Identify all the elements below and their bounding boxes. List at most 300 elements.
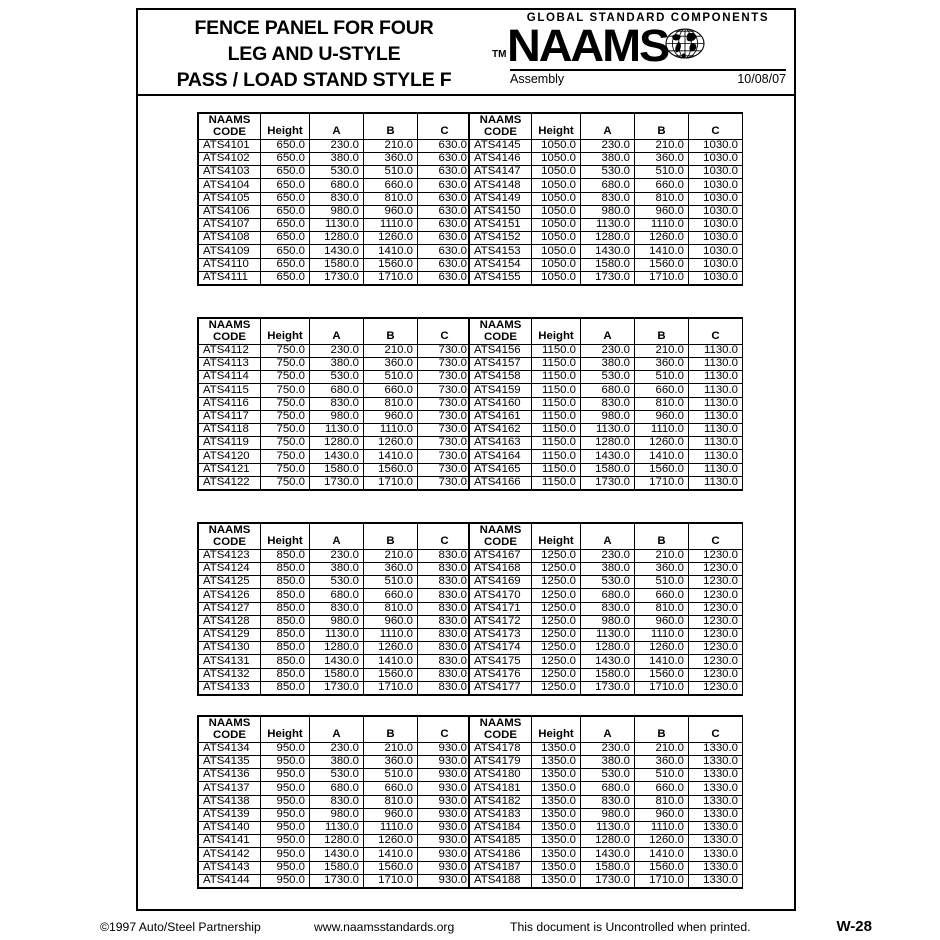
document-title bbox=[138, 10, 488, 94]
cell-c: 730.0 bbox=[418, 423, 472, 436]
cell-a: 230.0 bbox=[581, 344, 635, 357]
cell-b: 1410.0 bbox=[635, 848, 689, 861]
table-row bbox=[199, 271, 472, 284]
cell-naams-code: ATS4124 bbox=[199, 563, 261, 576]
cell-c: 1130.0 bbox=[689, 410, 743, 423]
cell-a: 380.0 bbox=[310, 563, 364, 576]
cell-b: 210.0 bbox=[364, 549, 418, 562]
cell-c: 1130.0 bbox=[689, 463, 743, 476]
cell-a: 1730.0 bbox=[581, 681, 635, 694]
cell-height: 1150.0 bbox=[532, 423, 581, 436]
cell-naams-code: ATS4147 bbox=[470, 166, 532, 179]
cell-a: 980.0 bbox=[310, 615, 364, 628]
cell-naams-code: ATS4103 bbox=[199, 166, 261, 179]
cell-height: 950.0 bbox=[261, 835, 310, 848]
table-row bbox=[199, 742, 472, 755]
cell-b: 1110.0 bbox=[635, 423, 689, 436]
cell-b: 1410.0 bbox=[635, 655, 689, 668]
cell-b: 1260.0 bbox=[635, 835, 689, 848]
cell-b: 1560.0 bbox=[635, 861, 689, 874]
cell-c: 730.0 bbox=[418, 371, 472, 384]
cell-c: 1230.0 bbox=[689, 615, 743, 628]
table-row bbox=[470, 192, 743, 205]
cell-a: 230.0 bbox=[310, 344, 364, 357]
spec-table bbox=[468, 715, 743, 889]
footer-url[interactable]: www.naamsstandards.org bbox=[314, 920, 455, 934]
cell-naams-code: ATS4144 bbox=[199, 874, 261, 887]
table-row bbox=[199, 628, 472, 641]
cell-a: 980.0 bbox=[310, 808, 364, 821]
cell-b: 960.0 bbox=[364, 615, 418, 628]
spec-table bbox=[197, 522, 472, 696]
cell-b: 1710.0 bbox=[364, 874, 418, 887]
column-header-c: C bbox=[689, 319, 743, 345]
table-row bbox=[470, 258, 743, 271]
cell-b: 210.0 bbox=[635, 139, 689, 152]
cell-a: 1730.0 bbox=[310, 681, 364, 694]
cell-height: 1150.0 bbox=[532, 358, 581, 371]
page-footer bbox=[100, 918, 872, 936]
cell-height: 1350.0 bbox=[532, 835, 581, 848]
cell-b: 1560.0 bbox=[364, 668, 418, 681]
table-row bbox=[199, 808, 472, 821]
column-header-naams-code bbox=[470, 524, 532, 550]
cell-naams-code: ATS4135 bbox=[199, 756, 261, 769]
cell-height: 1150.0 bbox=[532, 397, 581, 410]
cell-height: 1150.0 bbox=[532, 344, 581, 357]
cell-naams-code: ATS4186 bbox=[470, 848, 532, 861]
cell-a: 1430.0 bbox=[581, 450, 635, 463]
column-header-b: B bbox=[635, 717, 689, 743]
column-header-line-1: NAAMS bbox=[208, 717, 251, 729]
cell-c: 730.0 bbox=[418, 463, 472, 476]
column-header-c: C bbox=[418, 524, 472, 550]
cell-height: 1050.0 bbox=[532, 205, 581, 218]
table-row bbox=[470, 153, 743, 166]
cell-naams-code: ATS4151 bbox=[470, 218, 532, 231]
cell-naams-code: ATS4175 bbox=[470, 655, 532, 668]
cell-c: 1030.0 bbox=[689, 153, 743, 166]
cell-a: 680.0 bbox=[581, 179, 635, 192]
cell-naams-code: ATS4152 bbox=[470, 232, 532, 245]
cell-c: 1030.0 bbox=[689, 271, 743, 284]
cell-a: 830.0 bbox=[581, 397, 635, 410]
cell-height: 650.0 bbox=[261, 218, 310, 231]
cell-b: 660.0 bbox=[635, 179, 689, 192]
cell-c: 830.0 bbox=[418, 642, 472, 655]
cell-height: 750.0 bbox=[261, 384, 310, 397]
column-header-line-1: NAAMS bbox=[479, 717, 522, 729]
cell-b: 960.0 bbox=[364, 808, 418, 821]
column-header-line-2: CODE bbox=[213, 331, 246, 344]
spec-table bbox=[197, 317, 472, 491]
cell-b: 510.0 bbox=[364, 166, 418, 179]
table-row bbox=[470, 245, 743, 258]
cell-a: 1280.0 bbox=[310, 232, 364, 245]
table-row bbox=[470, 835, 743, 848]
cell-naams-code: ATS4125 bbox=[199, 576, 261, 589]
cell-naams-code: ATS4169 bbox=[470, 576, 532, 589]
cell-naams-code: ATS4126 bbox=[199, 589, 261, 602]
table-row bbox=[470, 782, 743, 795]
cell-naams-code: ATS4183 bbox=[470, 808, 532, 821]
cell-a: 530.0 bbox=[581, 576, 635, 589]
column-header-line-2: CODE bbox=[213, 729, 246, 742]
cell-height: 1250.0 bbox=[532, 563, 581, 576]
table-row bbox=[199, 153, 472, 166]
cell-naams-code: ATS4185 bbox=[470, 835, 532, 848]
column-header-a: A bbox=[581, 717, 635, 743]
cell-naams-code: ATS4160 bbox=[470, 397, 532, 410]
cell-b: 1710.0 bbox=[364, 476, 418, 489]
cell-c: 630.0 bbox=[418, 192, 472, 205]
column-header-line-2: CODE bbox=[213, 126, 246, 139]
cell-naams-code: ATS4184 bbox=[470, 821, 532, 834]
table-row bbox=[199, 563, 472, 576]
cell-a: 1280.0 bbox=[581, 232, 635, 245]
column-header-height: Height bbox=[532, 114, 581, 140]
cell-b: 1110.0 bbox=[364, 628, 418, 641]
cell-b: 360.0 bbox=[364, 358, 418, 371]
cell-c: 930.0 bbox=[418, 795, 472, 808]
cell-naams-code: ATS4138 bbox=[199, 795, 261, 808]
cell-c: 1130.0 bbox=[689, 476, 743, 489]
cell-naams-code: ATS4116 bbox=[199, 397, 261, 410]
cell-c: 1330.0 bbox=[689, 874, 743, 887]
cell-height: 1250.0 bbox=[532, 576, 581, 589]
cell-height: 950.0 bbox=[261, 861, 310, 874]
cell-a: 530.0 bbox=[581, 166, 635, 179]
table-row bbox=[470, 384, 743, 397]
cell-b: 1410.0 bbox=[635, 245, 689, 258]
cell-c: 930.0 bbox=[418, 874, 472, 887]
cell-height: 1050.0 bbox=[532, 179, 581, 192]
cell-naams-code: ATS4129 bbox=[199, 628, 261, 641]
cell-height: 750.0 bbox=[261, 410, 310, 423]
cell-a: 1430.0 bbox=[310, 655, 364, 668]
table-row bbox=[199, 668, 472, 681]
table-row bbox=[470, 410, 743, 423]
table-row bbox=[470, 861, 743, 874]
cell-height: 950.0 bbox=[261, 756, 310, 769]
cell-naams-code: ATS4113 bbox=[199, 358, 261, 371]
cell-naams-code: ATS4148 bbox=[470, 179, 532, 192]
table-row bbox=[470, 139, 743, 152]
cell-c: 830.0 bbox=[418, 602, 472, 615]
column-header-a: A bbox=[310, 319, 364, 345]
cell-b: 510.0 bbox=[364, 576, 418, 589]
cell-height: 850.0 bbox=[261, 615, 310, 628]
cell-c: 830.0 bbox=[418, 589, 472, 602]
column-header-naams-code bbox=[470, 319, 532, 345]
cell-c: 830.0 bbox=[418, 549, 472, 562]
cell-naams-code: ATS4188 bbox=[470, 874, 532, 887]
cell-c: 1330.0 bbox=[689, 848, 743, 861]
cell-b: 1710.0 bbox=[364, 681, 418, 694]
cell-height: 650.0 bbox=[261, 271, 310, 284]
cell-height: 950.0 bbox=[261, 795, 310, 808]
table-row bbox=[470, 344, 743, 357]
cell-height: 1150.0 bbox=[532, 437, 581, 450]
cell-height: 1250.0 bbox=[532, 668, 581, 681]
cell-naams-code: ATS4167 bbox=[470, 549, 532, 562]
cell-b: 1560.0 bbox=[635, 463, 689, 476]
cell-b: 810.0 bbox=[364, 397, 418, 410]
cell-b: 1710.0 bbox=[635, 681, 689, 694]
table-header-row bbox=[199, 319, 472, 345]
cell-c: 930.0 bbox=[418, 742, 472, 755]
cell-a: 530.0 bbox=[310, 166, 364, 179]
cell-c: 1230.0 bbox=[689, 549, 743, 562]
cell-height: 1150.0 bbox=[532, 450, 581, 463]
cell-naams-code: ATS4181 bbox=[470, 782, 532, 795]
cell-naams-code: ATS4172 bbox=[470, 615, 532, 628]
cell-a: 1430.0 bbox=[581, 245, 635, 258]
cell-c: 730.0 bbox=[418, 476, 472, 489]
spec-tables-area bbox=[138, 96, 794, 909]
cell-c: 730.0 bbox=[418, 384, 472, 397]
cell-b: 1260.0 bbox=[635, 642, 689, 655]
table-row bbox=[199, 861, 472, 874]
cell-a: 1430.0 bbox=[310, 245, 364, 258]
table-row bbox=[470, 795, 743, 808]
cell-naams-code: ATS4149 bbox=[470, 192, 532, 205]
table-row bbox=[199, 549, 472, 562]
column-header-b: B bbox=[364, 717, 418, 743]
cell-a: 1130.0 bbox=[310, 628, 364, 641]
table-row bbox=[199, 166, 472, 179]
cell-a: 1280.0 bbox=[581, 437, 635, 450]
table-header-row bbox=[199, 114, 472, 140]
cell-c: 930.0 bbox=[418, 769, 472, 782]
cell-height: 1050.0 bbox=[532, 153, 581, 166]
cell-height: 750.0 bbox=[261, 397, 310, 410]
cell-b: 660.0 bbox=[635, 782, 689, 795]
trademark-icon: TM bbox=[492, 49, 507, 60]
cell-b: 210.0 bbox=[364, 344, 418, 357]
cell-height: 1350.0 bbox=[532, 782, 581, 795]
cell-a: 1730.0 bbox=[581, 476, 635, 489]
title-line-1: FENCE PANEL FOR FOUR bbox=[194, 17, 434, 39]
column-header-naams-code bbox=[199, 524, 261, 550]
cell-height: 1350.0 bbox=[532, 808, 581, 821]
cell-height: 1050.0 bbox=[532, 245, 581, 258]
cell-height: 1150.0 bbox=[532, 410, 581, 423]
table-row bbox=[199, 218, 472, 231]
cell-naams-code: ATS4171 bbox=[470, 602, 532, 615]
cell-a: 380.0 bbox=[310, 153, 364, 166]
cell-naams-code: ATS4180 bbox=[470, 769, 532, 782]
cell-b: 1410.0 bbox=[364, 245, 418, 258]
cell-b: 960.0 bbox=[635, 410, 689, 423]
cell-c: 630.0 bbox=[418, 179, 472, 192]
column-header-height: Height bbox=[532, 319, 581, 345]
column-header-line-1: NAAMS bbox=[479, 524, 522, 536]
cell-a: 1730.0 bbox=[310, 874, 364, 887]
cell-c: 730.0 bbox=[418, 410, 472, 423]
cell-c: 1330.0 bbox=[689, 835, 743, 848]
cell-height: 1050.0 bbox=[532, 166, 581, 179]
column-header-a: A bbox=[581, 524, 635, 550]
cell-a: 1130.0 bbox=[310, 821, 364, 834]
cell-b: 960.0 bbox=[635, 808, 689, 821]
table-row bbox=[470, 668, 743, 681]
cell-a: 1580.0 bbox=[581, 463, 635, 476]
column-header-c: C bbox=[689, 717, 743, 743]
column-header-line-2: CODE bbox=[484, 331, 517, 344]
column-header-b: B bbox=[635, 114, 689, 140]
cell-height: 1350.0 bbox=[532, 821, 581, 834]
cell-c: 1230.0 bbox=[689, 576, 743, 589]
cell-naams-code: ATS4132 bbox=[199, 668, 261, 681]
cell-height: 1350.0 bbox=[532, 756, 581, 769]
cell-height: 1350.0 bbox=[532, 861, 581, 874]
table-row bbox=[470, 602, 743, 615]
column-header-line-1: NAAMS bbox=[479, 114, 522, 126]
cell-height: 1250.0 bbox=[532, 615, 581, 628]
table-row bbox=[470, 615, 743, 628]
cell-c: 730.0 bbox=[418, 437, 472, 450]
cell-a: 830.0 bbox=[310, 602, 364, 615]
cell-height: 1350.0 bbox=[532, 874, 581, 887]
table-row bbox=[470, 218, 743, 231]
assembly-label: Assembly bbox=[510, 72, 565, 86]
cell-b: 810.0 bbox=[364, 192, 418, 205]
cell-naams-code: ATS4156 bbox=[470, 344, 532, 357]
column-header-b: B bbox=[364, 319, 418, 345]
cell-a: 980.0 bbox=[310, 205, 364, 218]
cell-b: 660.0 bbox=[635, 384, 689, 397]
cell-naams-code: ATS4118 bbox=[199, 423, 261, 436]
cell-a: 230.0 bbox=[310, 742, 364, 755]
cell-height: 1250.0 bbox=[532, 628, 581, 641]
cell-b: 960.0 bbox=[364, 410, 418, 423]
column-header-height: Height bbox=[532, 717, 581, 743]
cell-height: 1250.0 bbox=[532, 681, 581, 694]
cell-c: 830.0 bbox=[418, 655, 472, 668]
cell-height: 1350.0 bbox=[532, 742, 581, 755]
column-header-height: Height bbox=[261, 717, 310, 743]
cell-c: 930.0 bbox=[418, 808, 472, 821]
cell-a: 830.0 bbox=[581, 795, 635, 808]
cell-naams-code: ATS4130 bbox=[199, 642, 261, 655]
cell-c: 930.0 bbox=[418, 861, 472, 874]
cell-c: 1230.0 bbox=[689, 602, 743, 615]
cell-a: 530.0 bbox=[310, 371, 364, 384]
table-row bbox=[470, 756, 743, 769]
cell-a: 1580.0 bbox=[310, 668, 364, 681]
table-row bbox=[199, 615, 472, 628]
cell-height: 750.0 bbox=[261, 423, 310, 436]
cell-c: 1330.0 bbox=[689, 756, 743, 769]
cell-c: 1330.0 bbox=[689, 808, 743, 821]
table-row bbox=[470, 655, 743, 668]
title-block bbox=[138, 10, 794, 96]
column-header-height: Height bbox=[532, 524, 581, 550]
cell-naams-code: ATS4176 bbox=[470, 668, 532, 681]
cell-b: 1710.0 bbox=[364, 271, 418, 284]
cell-height: 1250.0 bbox=[532, 602, 581, 615]
cell-height: 750.0 bbox=[261, 344, 310, 357]
cell-naams-code: ATS4128 bbox=[199, 615, 261, 628]
table-row bbox=[199, 848, 472, 861]
cell-b: 510.0 bbox=[635, 166, 689, 179]
table-row bbox=[199, 589, 472, 602]
cell-c: 630.0 bbox=[418, 153, 472, 166]
cell-naams-code: ATS4104 bbox=[199, 179, 261, 192]
table-row bbox=[199, 371, 472, 384]
cell-a: 1580.0 bbox=[581, 668, 635, 681]
cell-a: 380.0 bbox=[310, 756, 364, 769]
cell-naams-code: ATS4177 bbox=[470, 681, 532, 694]
cell-a: 1730.0 bbox=[310, 271, 364, 284]
cell-height: 1250.0 bbox=[532, 549, 581, 562]
cell-height: 1150.0 bbox=[532, 463, 581, 476]
cell-height: 650.0 bbox=[261, 139, 310, 152]
table-header-row bbox=[199, 717, 472, 743]
cell-b: 1110.0 bbox=[635, 628, 689, 641]
cell-naams-code: ATS4142 bbox=[199, 848, 261, 861]
cell-c: 1230.0 bbox=[689, 589, 743, 602]
cell-a: 230.0 bbox=[310, 139, 364, 152]
cell-a: 530.0 bbox=[581, 769, 635, 782]
title-line-2: LEG AND U-STYLE bbox=[227, 43, 401, 65]
cell-b: 1110.0 bbox=[364, 821, 418, 834]
cell-b: 510.0 bbox=[635, 769, 689, 782]
cell-c: 630.0 bbox=[418, 166, 472, 179]
cell-a: 1580.0 bbox=[310, 861, 364, 874]
cell-a: 680.0 bbox=[310, 384, 364, 397]
cell-b: 1560.0 bbox=[635, 668, 689, 681]
column-header-line-2: CODE bbox=[484, 536, 517, 549]
cell-height: 950.0 bbox=[261, 782, 310, 795]
table-row bbox=[470, 549, 743, 562]
table-row bbox=[470, 423, 743, 436]
column-header-a: A bbox=[310, 114, 364, 140]
table-row bbox=[199, 874, 472, 887]
cell-a: 1130.0 bbox=[310, 218, 364, 231]
column-header-c: C bbox=[689, 524, 743, 550]
revision-date: 10/08/07 bbox=[737, 72, 786, 86]
cell-a: 1730.0 bbox=[581, 271, 635, 284]
table-row bbox=[470, 358, 743, 371]
cell-a: 1430.0 bbox=[581, 848, 635, 861]
cell-a: 1280.0 bbox=[581, 835, 635, 848]
cell-c: 1230.0 bbox=[689, 563, 743, 576]
cell-naams-code: ATS4140 bbox=[199, 821, 261, 834]
logo-tagline: GLOBAL STANDARD COMPONENTS bbox=[526, 12, 770, 24]
column-header-c: C bbox=[689, 114, 743, 140]
cell-naams-code: ATS4187 bbox=[470, 861, 532, 874]
cell-c: 1130.0 bbox=[689, 371, 743, 384]
cell-height: 1050.0 bbox=[532, 218, 581, 231]
cell-b: 810.0 bbox=[635, 192, 689, 205]
cell-naams-code: ATS4165 bbox=[470, 463, 532, 476]
cell-b: 1410.0 bbox=[635, 450, 689, 463]
cell-height: 650.0 bbox=[261, 153, 310, 166]
cell-a: 380.0 bbox=[581, 153, 635, 166]
cell-a: 1580.0 bbox=[581, 258, 635, 271]
table-row bbox=[199, 384, 472, 397]
cell-a: 230.0 bbox=[581, 139, 635, 152]
cell-a: 980.0 bbox=[581, 615, 635, 628]
cell-c: 1330.0 bbox=[689, 821, 743, 834]
cell-c: 1030.0 bbox=[689, 205, 743, 218]
cell-height: 650.0 bbox=[261, 232, 310, 245]
drawing-sheet-frame bbox=[136, 8, 796, 911]
cell-c: 830.0 bbox=[418, 576, 472, 589]
cell-a: 1730.0 bbox=[581, 874, 635, 887]
